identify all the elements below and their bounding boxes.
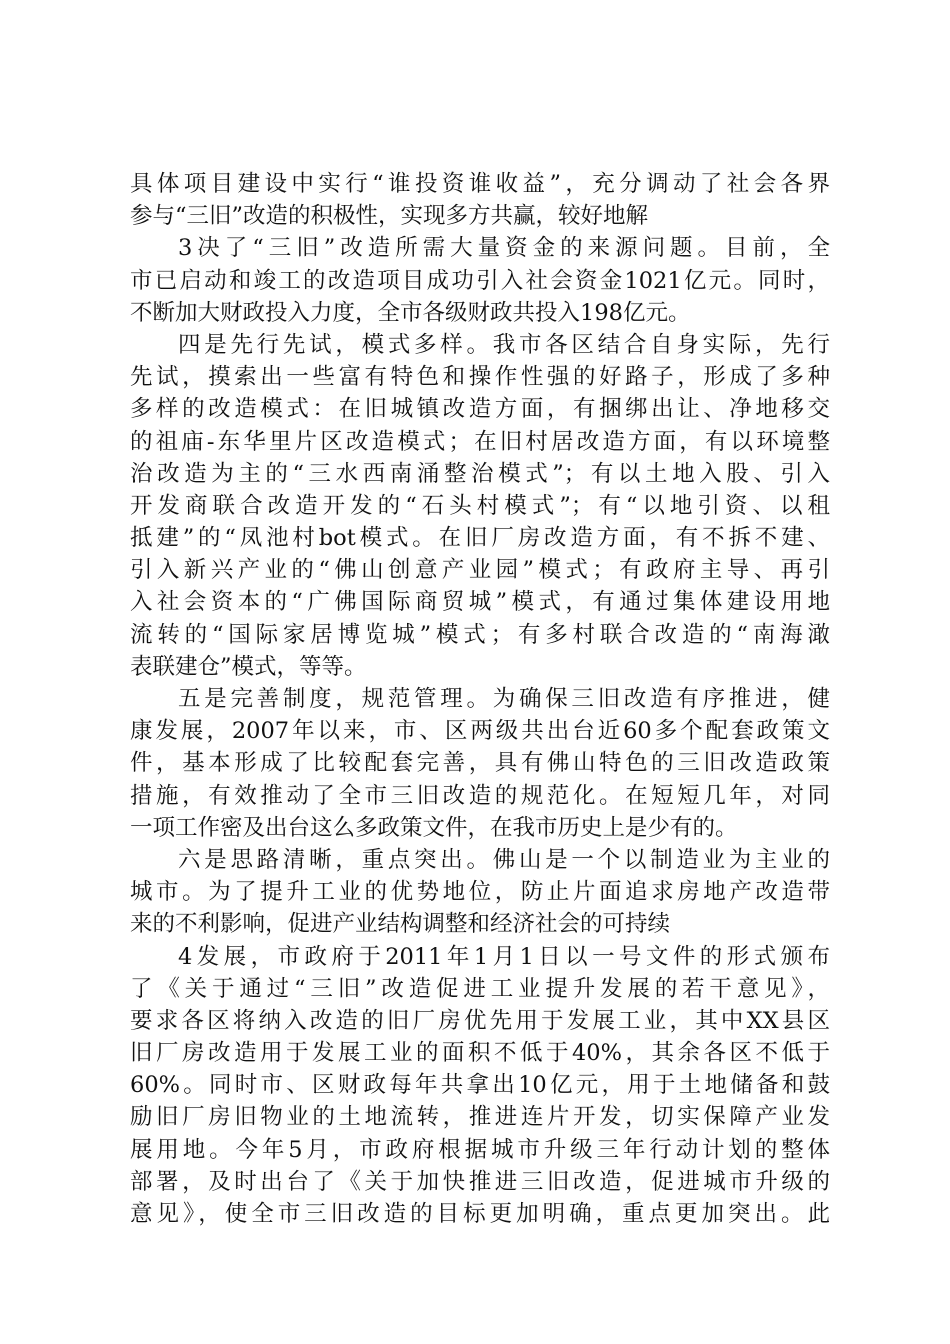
text-line: 要求各区将纳入改造的旧厂房优先用于发展工业，其中XX县区 (130, 1007, 830, 1034)
text-line: 多样的改造模式：在旧城镇改造方面，有捆绑出让、净地移交 (130, 396, 830, 423)
text-line: 不断加大财政投入力度，全市各级财政共投入198亿元。 (130, 299, 691, 326)
text-line: 流转的“国际家居博览城”模式；有多村联合改造的“南海澉 (130, 621, 830, 648)
text-line: 康发展，2007年以来，市、区两级共出台近60多个配套政策文 (130, 718, 830, 745)
text-line: 参与“三旧”改造的积极性，实现多方共赢，较好地解 (130, 203, 649, 230)
text-line: 六是思路清晰，重点突出。佛山是一个以制造业为主业的 (178, 846, 830, 873)
text-line: 旧厂房改造用于发展工业的面积不低于40%，其余各区不低于 (130, 1040, 830, 1067)
text-line: 开发商联合改造开发的“石头村模式”；有“以地引资、以租 (130, 492, 830, 519)
text-line: 来的不利影响，促进产业结构调整和经济社会的可持续 (130, 911, 671, 938)
body-text (130, 168, 830, 1230)
text-line: 一项工作密及出台这么多政策文件，在我市历史上是少有的。 (130, 814, 738, 841)
text-line: 表联建仓”模式，等等。 (130, 653, 367, 680)
text-line: 四是先行先试，模式多样。我市各区结合自身实际，先行 (178, 331, 830, 358)
text-line: 引入新兴产业的“佛山创意产业园”模式；有政府主导、再引 (130, 557, 830, 584)
text-line: 60%。同时市、区财政每年共拿出10亿元，用于土地储备和鼓 (130, 1072, 830, 1099)
text-line: 了《关于通过“三旧”改造促进工业提升发展的若干意见》， (130, 975, 830, 1002)
text-line: 意见》，使全市三旧改造的目标更加明确，重点更加突出。此 (130, 1201, 830, 1227)
text-line: 治改造为主的“三水西南涌整治模式”；有以土地入股、引入 (130, 460, 830, 487)
text-line: 抵建”的“凤池村bot模式。在旧厂房改造方面，有不拆不建、 (130, 525, 830, 552)
text-line: 五是完善制度，规范管理。为确保三旧改造有序推进，健 (178, 686, 830, 712)
text-line: 3决了“三旧”改造所需大量资金的来源问题。目前，全 (178, 235, 830, 262)
text-line: 措施，有效推动了全市三旧改造的规范化。在短短几年，对同 (130, 782, 830, 809)
text-line: 的祖庙-东华里片区改造模式；在旧村居改造方面，有以环境整 (130, 428, 830, 455)
text-line: 4发展，市政府于2011年1月1日以一号文件的形式颁布 (178, 943, 830, 970)
text-line: 先试，摸索出一些富有特色和操作性强的好路子，形成了多种 (130, 364, 830, 391)
text-line: 城市。为了提升工业的优势地位，防止片面追求房地产改造带 (130, 879, 830, 906)
text-line: 励旧厂房旧物业的土地流转，推进连片开发，切实保障产业发 (130, 1104, 830, 1131)
text-line: 具体项目建设中实行“谁投资谁收益”，充分调动了社会各界 (130, 171, 830, 197)
text-line: 展用地。今年5月，市政府根据城市升级三年行动计划的整体 (130, 1136, 830, 1163)
text-line: 市已启动和竣工的改造项目成功引入社会资金1021亿元。同时， (130, 267, 830, 294)
text-line: 入社会资本的“广佛国际商贸城”模式，有通过集体建设用地 (130, 589, 830, 616)
text-line: 部署，及时出台了《关于加快推进三旧改造，促进城市升级的 (130, 1168, 830, 1195)
text-line: 件，基本形成了比较配套完善，具有佛山特色的三旧改造政策 (130, 750, 830, 777)
